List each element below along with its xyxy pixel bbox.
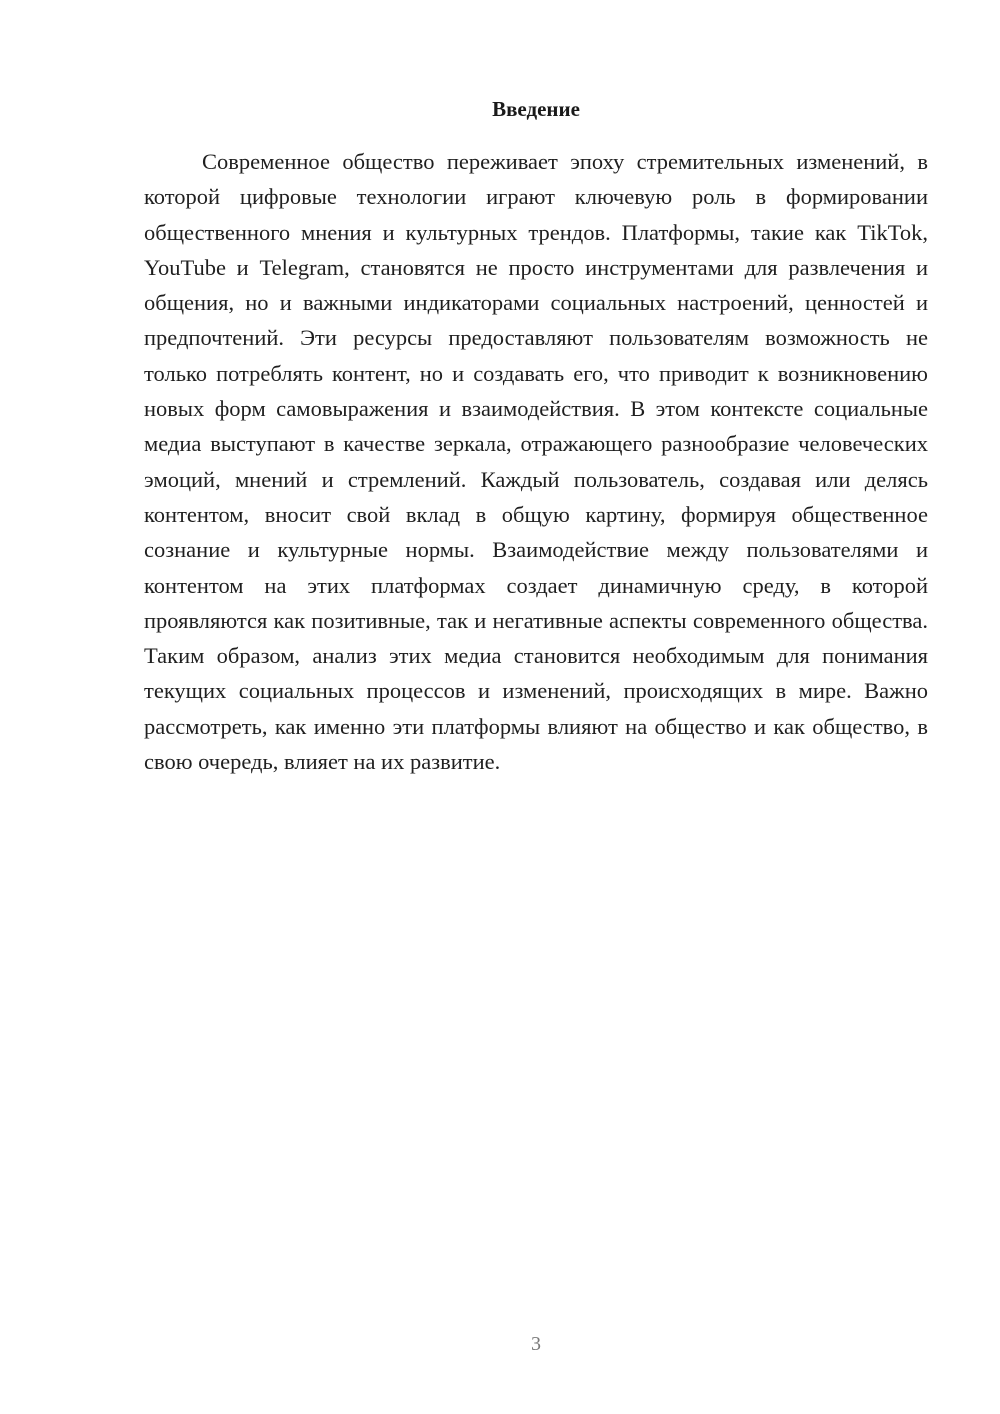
section-heading: Введение (492, 97, 580, 121)
page-number: 3 (531, 1333, 541, 1355)
body-paragraph: Современное общество переживает эпоху стремительных изменений, в которой цифровые технологии играют ключевую роль в формировании общественного мнения и культурных трендов. Платформы, такие как TikTok, YouTube и Telegram, становятся не просто инструментами для развлечения и общения, но и важными индикаторами социальных настроений, ценностей и предпочтений. Эти ресурсы предоставляют пользователям возможность не только потреблять контент, но и создавать его, что приводит к возникновению новых форм самовыражения и взаимодействия. В этом контексте социальные медиа выступают в качестве зеркала, отражающего разнообразие человеческих эмоций, мнений и стремлений. Каждый пользователь, создавая или делясь контентом, вносит свой вклад в общую картину, формируя общественное сознание и культурные нормы. Взаимодействие между пользователями и контентом на этих платформах создает динамичную среду, в которой проявляются как позитивные, так и негативные аспекты современного общества. Таким образом, анализ этих медиа становится необходимым для понимания текущих социальных процессов и изменений, происходящих в мире. Важно рассмотреть, как именно эти платформы влияют на общество и как общество, в свою очередь, влияет на их развитие. (144, 149, 928, 775)
